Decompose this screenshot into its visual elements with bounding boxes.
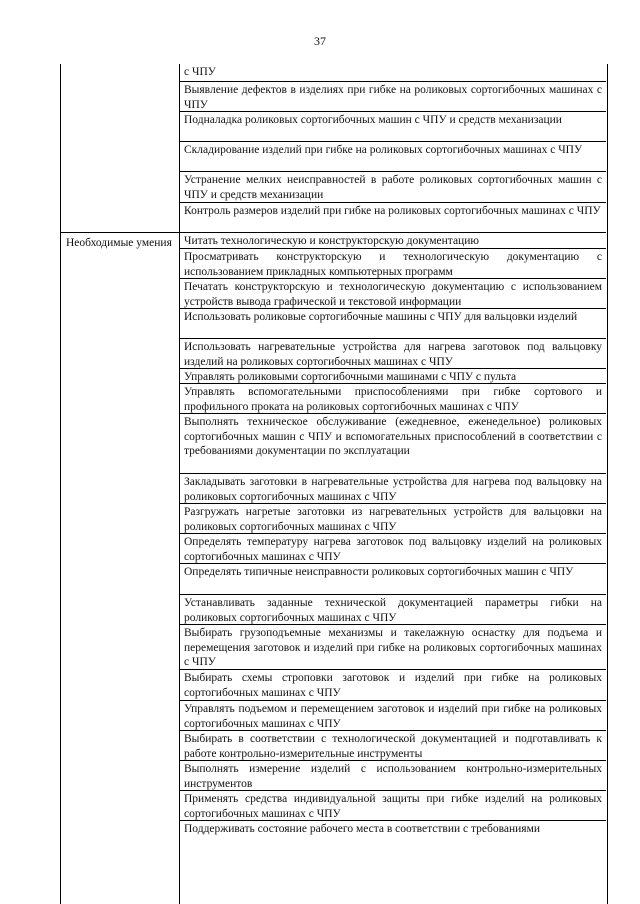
table-row: Использовать роликовые сортогибочные машины с ЧПУ для вальцовки изделий — [180, 308, 606, 338]
table-row: Выбирать схемы строповки заготовок и изделий при гибке на роликовых сортогибочных машинах с ЧПУ — [180, 669, 606, 700]
table-row: Выбирать грузоподъемные механизмы и такелажную оснастку для подъема и перемещения заготовок и изделий при гибке на роликовых сортогибочных машинах с ЧПУ — [180, 624, 606, 669]
table-row: Использовать нагревательные устройства для нагрева заготовок под вальцовку изделий на роликовых сортогибочных машинах с ЧПУ — [180, 338, 606, 368]
table-row: Закладывать заготовки в нагревательные устройства для нагрева под вальцовку на роликовых сортогибочных машинах с ЧПУ — [180, 473, 606, 503]
table-row: Просматривать конструкторскую и технологическую документацию с использованием прикладных компьютерных программ — [180, 248, 606, 278]
table-row: Применять средства индивидуальной защиты при гибке изделий на роликовых сортогибочных машинах с ЧПУ — [180, 790, 606, 820]
table-row: Печатать конструкторскую и технологическую документацию с использованием устройств вывода графической и текстовой информации — [180, 278, 606, 308]
section-divider — [60, 232, 182, 233]
table-row: Контроль размеров изделий при гибке на роликовых сортогибочных машинах с ЧПУ — [180, 202, 606, 232]
table-row: Управлять роликовыми сортогибочными машинами с ЧПУ с пульта — [180, 368, 606, 383]
page-number: 37 — [314, 34, 326, 48]
table-row: Управлять подъемом и перемещением заготовок и изделий при гибке на роликовых сортогибочных машинах с ЧПУ — [180, 700, 606, 730]
table-row: Выполнять измерение изделий с использованием контрольно-измерительных инструментов — [180, 760, 606, 790]
section-label-skills: Необходимые умения — [66, 237, 172, 249]
table-row: Управлять вспомогательными приспособлениями при гибке сортового и профильного проката на роликовых сортогибочных машинах с ЧПУ — [180, 383, 606, 413]
table-row: Определять температуру нагрева заготовок под вальцовку изделий на роликовых сортогибочных машинах с ЧПУ — [180, 533, 606, 563]
table-row: Складирование изделий при гибке на роликовых сортогибочных машинах с ЧПУ — [180, 141, 606, 171]
table-row: Разгружать нагретые заготовки из нагревательных устройств для вальцовки на роликовых сортогибочных машинах с ЧПУ — [180, 503, 606, 533]
table-row: Выполнять техническое обслуживание (ежедневное, еженедельное) роликовых сортогибочных машин с ЧПУ и вспомогательных приспособлений в соответствии с требованиями документации по эксплуатации — [180, 413, 606, 473]
table-row: Поддерживать состояние рабочего места в соответствии с требованиями — [180, 820, 606, 904]
table-row: Определять типичные неисправности роликовых сортогибочных машин с ЧПУ — [180, 563, 606, 594]
table-row: Выявление дефектов в изделиях при гибке на роликовых сортогибочных машинах с ЧПУ — [180, 81, 606, 111]
table-row: с ЧПУ — [184, 66, 216, 78]
table-row: Выбирать в соответствии с технологической документацией и подготавливать к работе контрольно-измерительные инструменты — [180, 730, 606, 760]
table-row: Подналадка роликовых сортогибочных машин с ЧПУ и средств механизации — [180, 111, 606, 141]
table-row: Читать технологическую и конструкторскую документацию — [180, 232, 606, 248]
table-row: Устранение мелких неисправностей в работе роликовых сортогибочных машин с ЧПУ и средств механизации — [180, 171, 606, 202]
table-row: Устанавливать заданные технической документацией параметры гибки на роликовых сортогибочных машинах с ЧПУ — [180, 594, 606, 624]
